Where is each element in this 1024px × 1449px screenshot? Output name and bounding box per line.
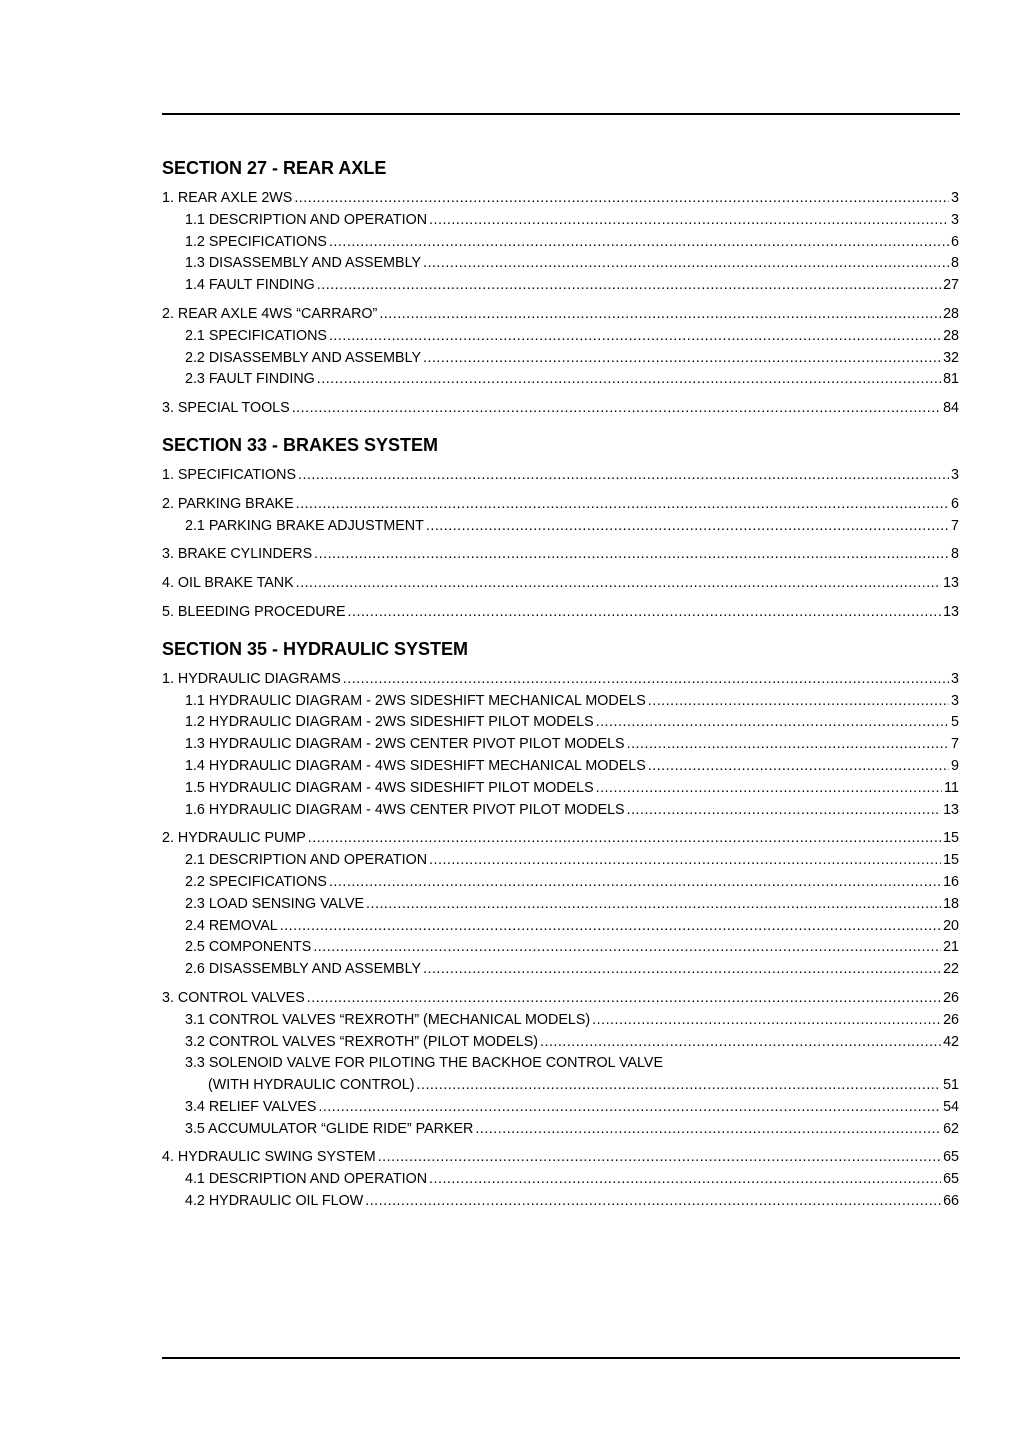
page-number: 66	[943, 1193, 959, 1210]
section-title: SECTION 35 - HYDRAULIC SYSTEM	[162, 638, 469, 659]
entry-label: 3. CONTROL VALVES	[162, 989, 305, 1006]
dot-leader	[343, 669, 949, 691]
entry-label: 1.6 HYDRAULIC DIAGRAM - 4WS CENTER PIVOT PILOT MODELS	[185, 801, 625, 818]
toc-entry	[162, 669, 959, 691]
page-number: 26	[943, 989, 959, 1006]
page-number: 9	[951, 757, 959, 774]
toc-entry	[162, 1147, 959, 1169]
page-number: 6	[951, 495, 959, 512]
toc-entry	[162, 465, 959, 487]
toc-group	[162, 669, 959, 822]
toc-group	[162, 602, 959, 624]
entry-label: 1.3 DISASSEMBLY AND ASSEMBLY	[185, 255, 422, 272]
toc-subentry	[162, 253, 959, 275]
toc-subentry	[162, 937, 959, 959]
entry-label: 1.1 DESCRIPTION AND OPERATION	[185, 211, 428, 228]
dot-leader	[329, 232, 949, 254]
page-number: 11	[944, 779, 959, 796]
entry-label: 2.2 SPECIFICATIONS	[185, 873, 327, 890]
dot-leader	[317, 369, 941, 391]
entry-label: 1. SPECIFICATIONS	[162, 466, 296, 483]
dot-leader	[296, 494, 949, 516]
entry-label: 2.3 FAULT FINDING	[185, 371, 315, 388]
entry-label: 3. BRAKE CYLINDERS	[162, 546, 313, 563]
entry-label: 2.1 DESCRIPTION AND OPERATION	[185, 852, 428, 869]
entry-label: 4.2 HYDRAULIC OIL FLOW	[185, 1193, 364, 1210]
page-number: 13	[943, 801, 959, 818]
toc-subentry	[162, 756, 959, 778]
toc-subentry	[162, 326, 959, 348]
page-number: 28	[943, 305, 959, 322]
page-number: 27	[943, 277, 959, 294]
dot-leader	[292, 398, 941, 420]
entry-label: 2. PARKING BRAKE	[162, 495, 294, 512]
dot-leader	[596, 712, 949, 734]
toc-subentry	[162, 712, 959, 734]
entry-label: 2.6 DISASSEMBLY AND ASSEMBLY	[185, 961, 422, 978]
page-number: 84	[943, 400, 959, 417]
dot-leader	[648, 691, 949, 713]
page-number: 20	[943, 917, 959, 934]
toc-subentry	[162, 1010, 959, 1032]
toc-entry	[162, 828, 959, 850]
dot-leader	[296, 573, 941, 595]
toc-group	[162, 1147, 959, 1212]
page-number: 62	[943, 1120, 959, 1137]
entry-label: (WITH HYDRAULIC CONTROL)	[208, 1077, 415, 1094]
toc-entry	[162, 494, 959, 516]
toc-entry	[162, 573, 959, 595]
toc-section	[162, 638, 959, 1213]
toc-entry	[162, 544, 959, 566]
toc-subentry	[162, 1191, 959, 1213]
page-number: 3	[951, 211, 959, 228]
dot-leader	[417, 1075, 942, 1097]
dot-leader	[313, 937, 941, 959]
page-number: 81	[943, 371, 959, 388]
page-number: 22	[943, 961, 959, 978]
toc-subentry	[162, 516, 959, 538]
page-number: 6	[951, 233, 959, 250]
dot-leader	[426, 516, 949, 538]
dot-leader	[423, 348, 941, 370]
page-number: 42	[943, 1033, 959, 1050]
page-number: 3	[951, 190, 959, 206]
table-of-contents	[162, 157, 959, 1227]
page-number: 3	[951, 692, 959, 709]
toc-subentry	[162, 850, 959, 872]
dot-leader	[475, 1119, 941, 1141]
toc-subentry	[162, 1032, 959, 1054]
toc-subentry	[162, 210, 959, 232]
page-number: 21	[943, 939, 959, 956]
header-rule	[162, 113, 960, 115]
toc-group	[162, 304, 959, 391]
entry-label: 1.1 HYDRAULIC DIAGRAM - 2WS SIDESHIFT MECHANICAL MODELS	[185, 692, 646, 709]
toc-group	[162, 398, 959, 420]
entry-label: 3.1 CONTROL VALVES “REXROTH” (MECHANICAL MODELS)	[185, 1011, 591, 1028]
entry-label: 2. REAR AXLE 4WS “CARRARO”	[162, 305, 378, 322]
toc-entry	[162, 304, 959, 326]
toc-subentry	[162, 959, 959, 981]
toc-subentry	[162, 872, 959, 894]
dot-leader	[648, 756, 949, 778]
page-number: 13	[943, 575, 959, 592]
entry-label: 4.1 DESCRIPTION AND OPERATION	[185, 1171, 428, 1188]
page-number: 51	[943, 1077, 959, 1094]
page-number: 26	[943, 1011, 959, 1028]
toc-group	[162, 573, 959, 595]
dot-leader	[307, 988, 941, 1010]
entry-label: 3.2 CONTROL VALVES “REXROTH” (PILOT MODELS)	[185, 1033, 538, 1050]
page-number: 7	[951, 517, 959, 534]
entry-label: 2.4 REMOVAL	[185, 917, 278, 934]
page-number: 28	[943, 327, 959, 344]
toc-subentry	[162, 369, 959, 391]
toc-subentry	[162, 1169, 959, 1191]
toc-entry	[162, 988, 959, 1010]
page-number: 3	[951, 466, 959, 483]
toc-subentry	[162, 232, 959, 254]
entry-label: 4. HYDRAULIC SWING SYSTEM	[162, 1149, 376, 1166]
entry-label: 4. OIL BRAKE TANK	[162, 575, 294, 592]
page-number: 15	[943, 852, 959, 869]
toc-section	[162, 157, 959, 420]
dot-leader	[429, 850, 941, 872]
page-number: 54	[943, 1098, 959, 1115]
entry-label: 2.1 PARKING BRAKE ADJUSTMENT	[185, 517, 424, 534]
toc-group	[162, 465, 959, 487]
entry-label: 3. SPECIAL TOOLS	[162, 400, 290, 417]
dot-leader	[317, 275, 941, 297]
toc-subentry	[162, 1097, 959, 1119]
toc-group	[162, 828, 959, 981]
toc-group	[162, 188, 959, 297]
entry-label: 1.4 HYDRAULIC DIAGRAM - 4WS SIDESHIFT MECHANICAL MODELS	[185, 757, 646, 774]
page-number: 65	[943, 1149, 959, 1166]
section-title: SECTION 27 - REAR AXLE	[162, 158, 387, 178]
page-number: 16	[943, 873, 959, 890]
entry-label: 2.1 SPECIFICATIONS	[185, 327, 327, 344]
entry-label: 1.3 HYDRAULIC DIAGRAM - 2WS CENTER PIVOT PILOT MODELS	[185, 736, 625, 753]
dot-leader	[366, 894, 941, 916]
entry-label: 1.2 HYDRAULIC DIAGRAM - 2WS SIDESHIFT PILOT MODELS	[185, 714, 594, 731]
dot-leader	[314, 544, 949, 566]
dot-leader	[298, 465, 949, 487]
dot-leader	[592, 1010, 941, 1032]
dot-leader	[423, 253, 949, 275]
page-number: 18	[943, 895, 959, 912]
page-number: 15	[943, 830, 959, 847]
dot-leader	[318, 1097, 941, 1119]
toc-group	[162, 988, 959, 1141]
toc-section	[162, 434, 959, 624]
toc-entry	[162, 188, 959, 210]
toc-subentry	[162, 894, 959, 916]
page-number: 8	[951, 255, 959, 272]
page-number: 3	[951, 670, 959, 687]
dot-leader	[365, 1191, 941, 1213]
entry-label: 2. HYDRAULIC PUMP	[162, 830, 306, 847]
page-number: 8	[951, 546, 959, 563]
entry-label: 1.5 HYDRAULIC DIAGRAM - 4WS SIDESHIFT PILOT MODELS	[185, 779, 594, 796]
toc-subentry	[162, 1119, 959, 1141]
toc-entry	[162, 398, 959, 420]
dot-leader	[627, 800, 942, 822]
dot-leader	[627, 734, 949, 756]
toc-subentry	[162, 734, 959, 756]
entry-label: 5. BLEEDING PROCEDURE	[162, 603, 346, 620]
dot-leader	[294, 188, 949, 210]
section-title: SECTION 33 - BRAKES SYSTEM	[162, 434, 439, 455]
dot-leader	[378, 1147, 941, 1169]
dot-leader	[379, 304, 941, 326]
toc-subentry	[162, 1075, 959, 1097]
toc-group	[162, 544, 959, 566]
footer-rule	[162, 1357, 960, 1359]
page-number: 7	[951, 736, 959, 753]
page-number: 65	[943, 1171, 959, 1188]
entry-label: 3.5 ACCUMULATOR “GLIDE RIDE” PARKER	[185, 1120, 474, 1137]
entry-label: 3.4 RELIEF VALVES	[185, 1098, 317, 1115]
toc-subentry	[162, 800, 959, 822]
page-number: 32	[943, 349, 959, 366]
toc-subentry	[162, 275, 959, 297]
page-number: 5	[951, 714, 959, 731]
entry-label: 2.3 LOAD SENSING VALVE	[185, 895, 365, 912]
dot-leader	[280, 916, 941, 938]
dot-leader	[423, 959, 941, 981]
dot-leader	[540, 1032, 941, 1054]
entry-label: 1. REAR AXLE 2WS	[162, 190, 293, 206]
toc-entry	[162, 602, 959, 624]
dot-leader	[429, 1169, 941, 1191]
toc-group	[162, 494, 959, 538]
entry-label: 2.2 DISASSEMBLY AND ASSEMBLY	[185, 349, 422, 366]
entry-label: 1.4 FAULT FINDING	[185, 277, 315, 294]
entry-label: 1. HYDRAULIC DIAGRAMS	[162, 670, 341, 687]
entry-label: 1.2 SPECIFICATIONS	[185, 233, 327, 250]
dot-leader	[329, 872, 941, 894]
dot-leader	[308, 828, 941, 850]
toc-subentry	[162, 348, 959, 370]
toc-subentry	[162, 916, 959, 938]
page-number: 13	[943, 603, 959, 620]
dot-leader	[429, 210, 949, 232]
toc-subentry	[162, 691, 959, 713]
dot-leader	[348, 602, 942, 624]
entry-label: 2.5 COMPONENTS	[185, 939, 312, 956]
dot-leader	[596, 778, 943, 800]
toc-subentry-first-line: 3.3 SOLENOID VALVE FOR PILOTING THE BACKHOE CONTROL VALVE	[185, 1055, 664, 1072]
toc-subentry	[162, 778, 959, 800]
dot-leader	[329, 326, 941, 348]
